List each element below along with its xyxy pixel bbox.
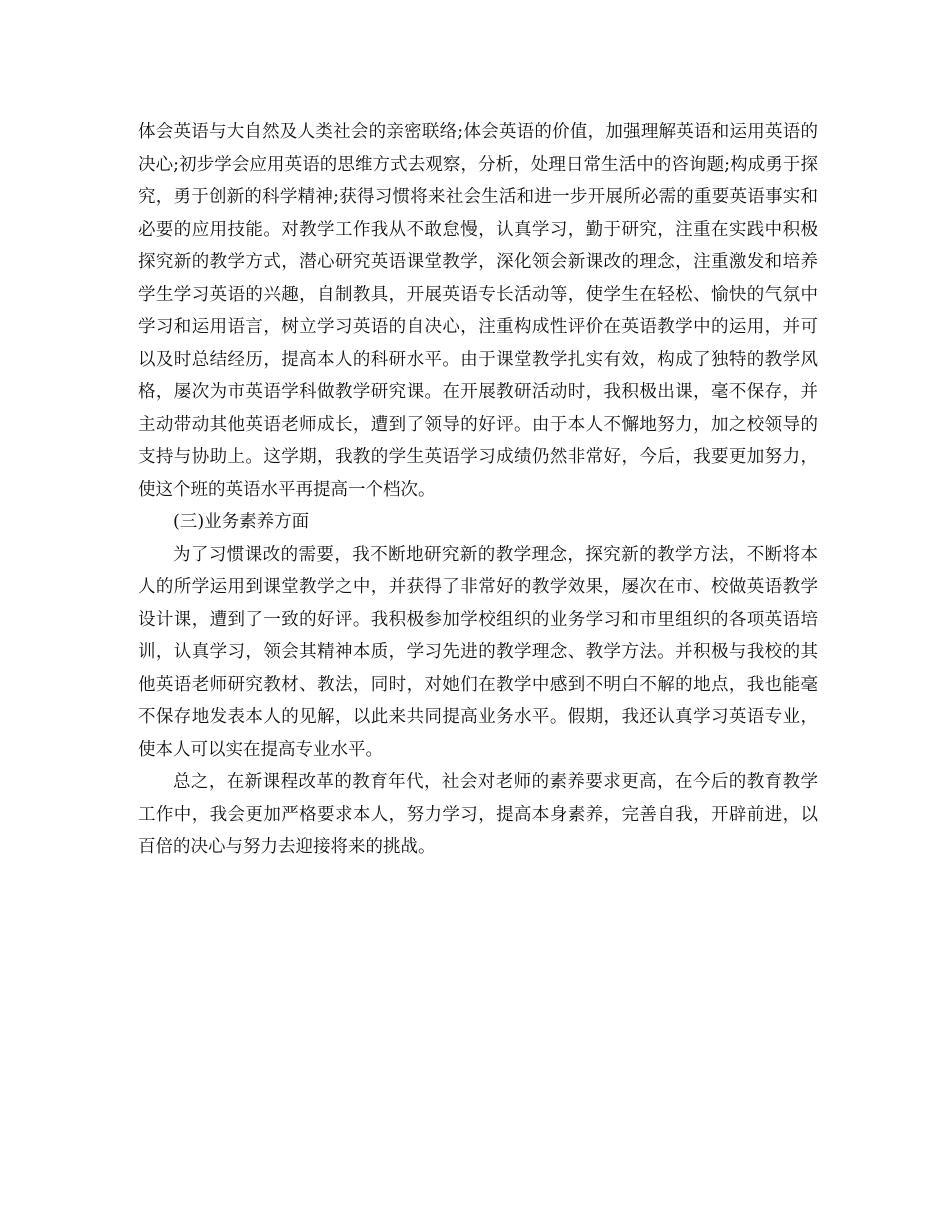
section-heading-professional-quality: (三)业务素养方面 bbox=[173, 512, 310, 532]
paragraph-professional-quality: 为了习惯课改的需要，我不断地研究新的教学理念，探究新的教学方法，不断将本人的所学运用到课堂教学之中，并获得了非常好的教学效果，屡次在市、校做英语教学设计课，遭到了一致的好评。我积极参加学校组织的业务学习和市里组织的各项英语培训，认真学习，领会其精神本质，学习先进的教学理念、教学方法。并积极与我校的其他英语老师研究教材、教法，同时，对她们在教学中感到不明白不解的地点，我也能毫不保存地发表本人的见解，以此来共同提高业务水平。假期，我还认真学习英语专业，使本人可以实在提高专业水平。 bbox=[138, 544, 818, 760]
paragraph-teaching-work: 体会英语与大自然及人类社会的亲密联络;体会英语的价值，加强理解英语和运用英语的决心;初步学会应用英语的思维方式去观察，分析，处理日常生活中的咨询题;构成勇于探究，勇于创新的科学精神;获得习惯将来社会生活和进一步开展所必需的重要英语事实和必要的应用技能。对教学工作我从不敢怠慢，认真学习，勤于研究，注重在实践中积极探究新的教学方式，潜心研究英语课堂教学，深化领会新课改的理念，注重激发和培养学生学习英语的兴趣，自制教具，开展英语专长活动等，使学生在轻松、愉快的气氛中学习和运用语言，树立学习英语的自决心，注重构成性评价在英语教学中的运用，并可以及时总结经历，提高本人的科研水平。由于课堂教学扎实有效，构成了独特的教学风格，屡次为市英语学科做教学研究课。在开展教研活动时，我积极出课，毫不保存，并主动带动其他英语老师成长，遭到了领导的好评。由于本人不懈地努力，加之校领导的支持与协助上。这学期，我教的学生英语学习成绩仍然非常好，今后，我要更加努力，使这个班的英语水平再提高一个档次。 bbox=[138, 122, 818, 500]
document-body bbox=[138, 116, 818, 864]
paragraph-conclusion: 总之，在新课程改革的教育年代，社会对老师的素养要求更高，在今后的教育教学工作中，我会更加严格要求本人，努力学习，提高本身素养，完善自我，开辟前进，以百倍的决心与努力去迎接将来的挑战。 bbox=[138, 772, 818, 857]
